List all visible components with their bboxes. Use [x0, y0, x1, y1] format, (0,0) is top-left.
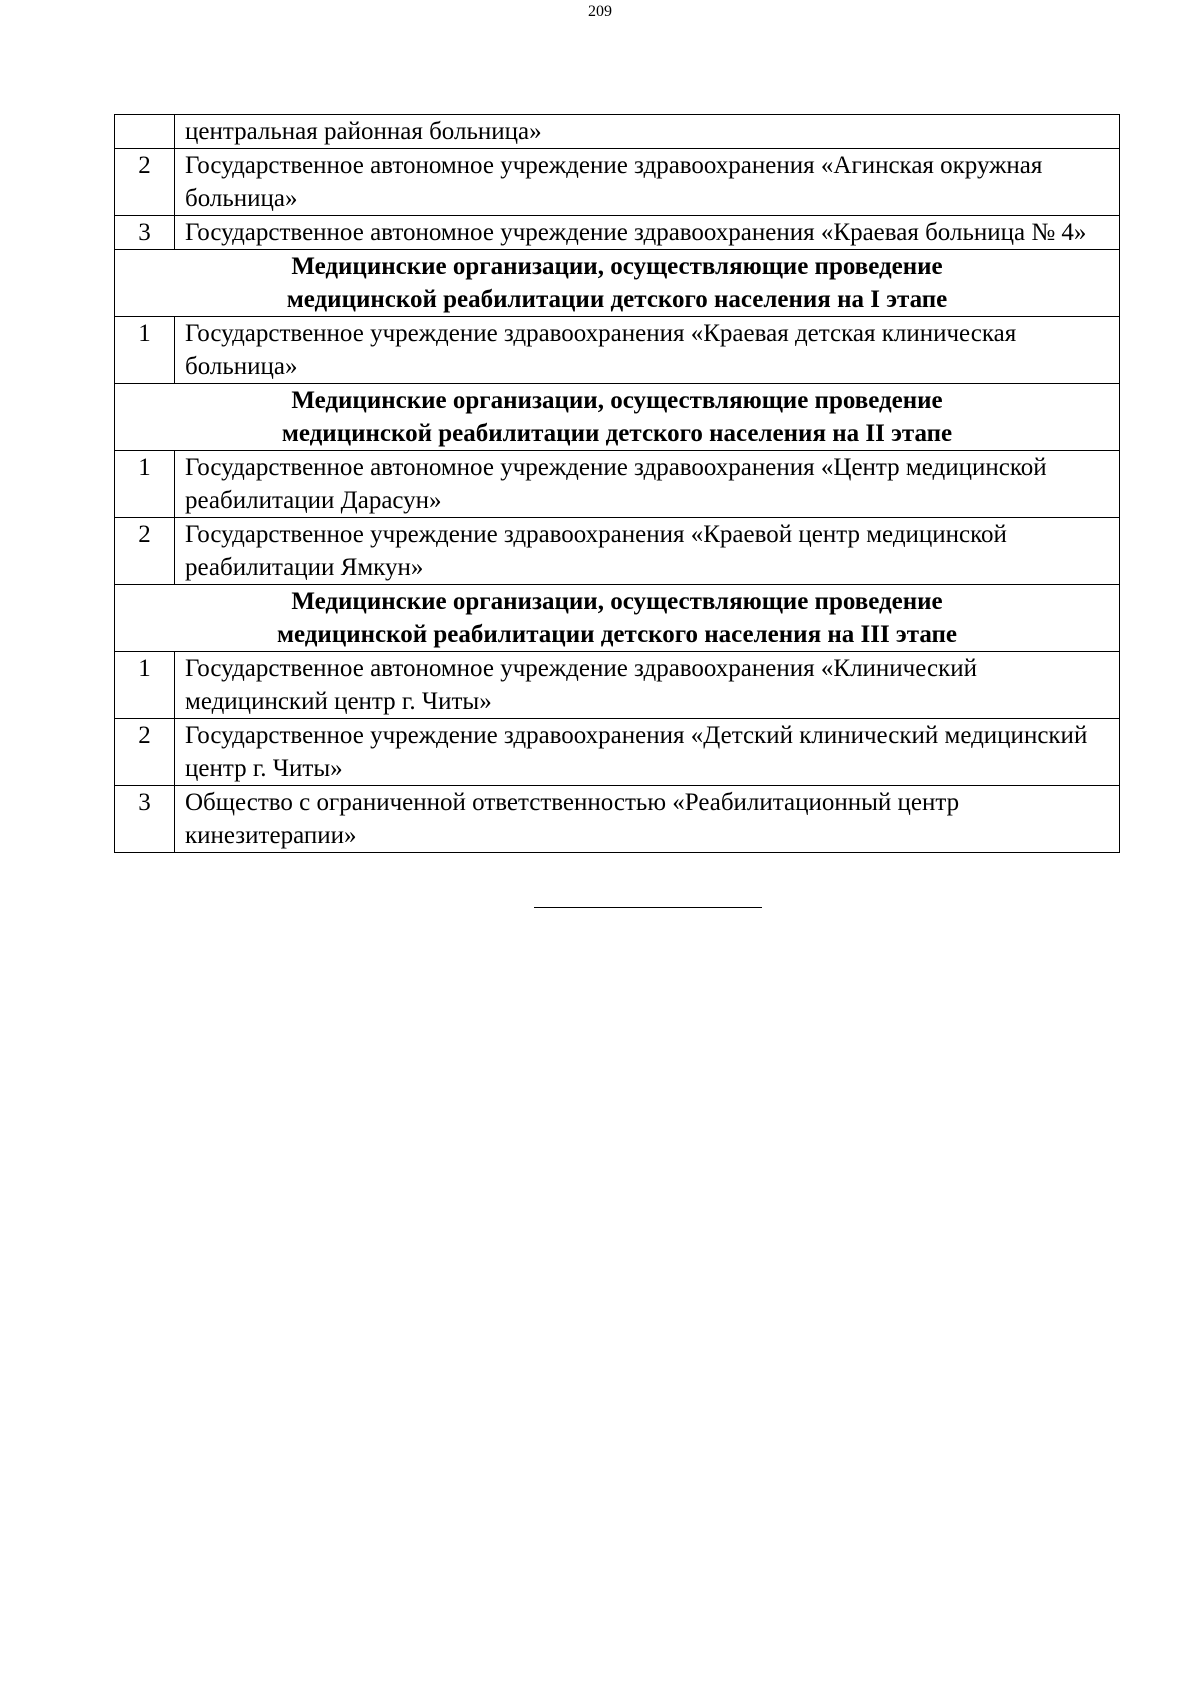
- row-number: 1: [115, 652, 175, 719]
- table-row: [115, 518, 1120, 585]
- table-row: [115, 115, 1120, 149]
- organization-name: Государственное автономное учреждение здравоохранения «Агинская окружная больница»: [175, 149, 1120, 216]
- section-header-row: [115, 384, 1120, 451]
- section-header-line: медицинской реабилитации детского населения на I этапе: [286, 286, 948, 313]
- table-row: [115, 786, 1120, 853]
- row-number: 1: [115, 451, 175, 518]
- section-header-line: медицинской реабилитации детского населения на III этапе: [276, 621, 957, 648]
- section-header-line: Медицинские организации, осуществляющие проведение: [291, 588, 943, 615]
- organizations-table: [114, 114, 1120, 853]
- page-number: 209: [588, 3, 612, 20]
- table-row: [115, 317, 1120, 384]
- table-row: [115, 451, 1120, 518]
- row-number: 3: [115, 216, 175, 250]
- row-number: [115, 115, 175, 149]
- section-header-line: медицинской реабилитации детского населения на II этапе: [281, 420, 953, 447]
- organization-name: Государственное автономное учреждение здравоохранения «Краевая больница № 4»: [175, 216, 1120, 250]
- organization-name: центральная районная больница»: [175, 115, 1120, 149]
- row-number: 2: [115, 518, 175, 585]
- table-row: [115, 719, 1120, 786]
- row-number: 2: [115, 719, 175, 786]
- section-header-row: [115, 585, 1120, 652]
- table-row: [115, 216, 1120, 250]
- organization-name: Государственное учреждение здравоохранения «Краевой центр медицинской реабилитации Ямкун»: [175, 518, 1120, 585]
- section-header: [115, 250, 1120, 317]
- end-of-table-rule: [534, 907, 762, 908]
- row-number: 2: [115, 149, 175, 216]
- table-row: [115, 149, 1120, 216]
- table-row: [115, 652, 1120, 719]
- section-header: [115, 585, 1120, 652]
- organization-name: Государственное учреждение здравоохранения «Детский клинический медицинский центр г. Читы»: [175, 719, 1120, 786]
- organization-name: Общество с ограниченной ответственностью «Реабилитационный центр кинезитерапии»: [175, 786, 1120, 853]
- section-header-line: Медицинские организации, осуществляющие проведение: [291, 253, 943, 280]
- row-number: 1: [115, 317, 175, 384]
- organization-name: Государственное автономное учреждение здравоохранения «Клинический медицинский центр г. Читы»: [175, 652, 1120, 719]
- organization-name: Государственное автономное учреждение здравоохранения «Центр медицинской реабилитации Дарасун»: [175, 451, 1120, 518]
- section-header: [115, 384, 1120, 451]
- row-number: 3: [115, 786, 175, 853]
- section-header-row: [115, 250, 1120, 317]
- organization-name: Государственное учреждение здравоохранения «Краевая детская клиническая больница»: [175, 317, 1120, 384]
- section-header-line: Медицинские организации, осуществляющие проведение: [291, 387, 943, 414]
